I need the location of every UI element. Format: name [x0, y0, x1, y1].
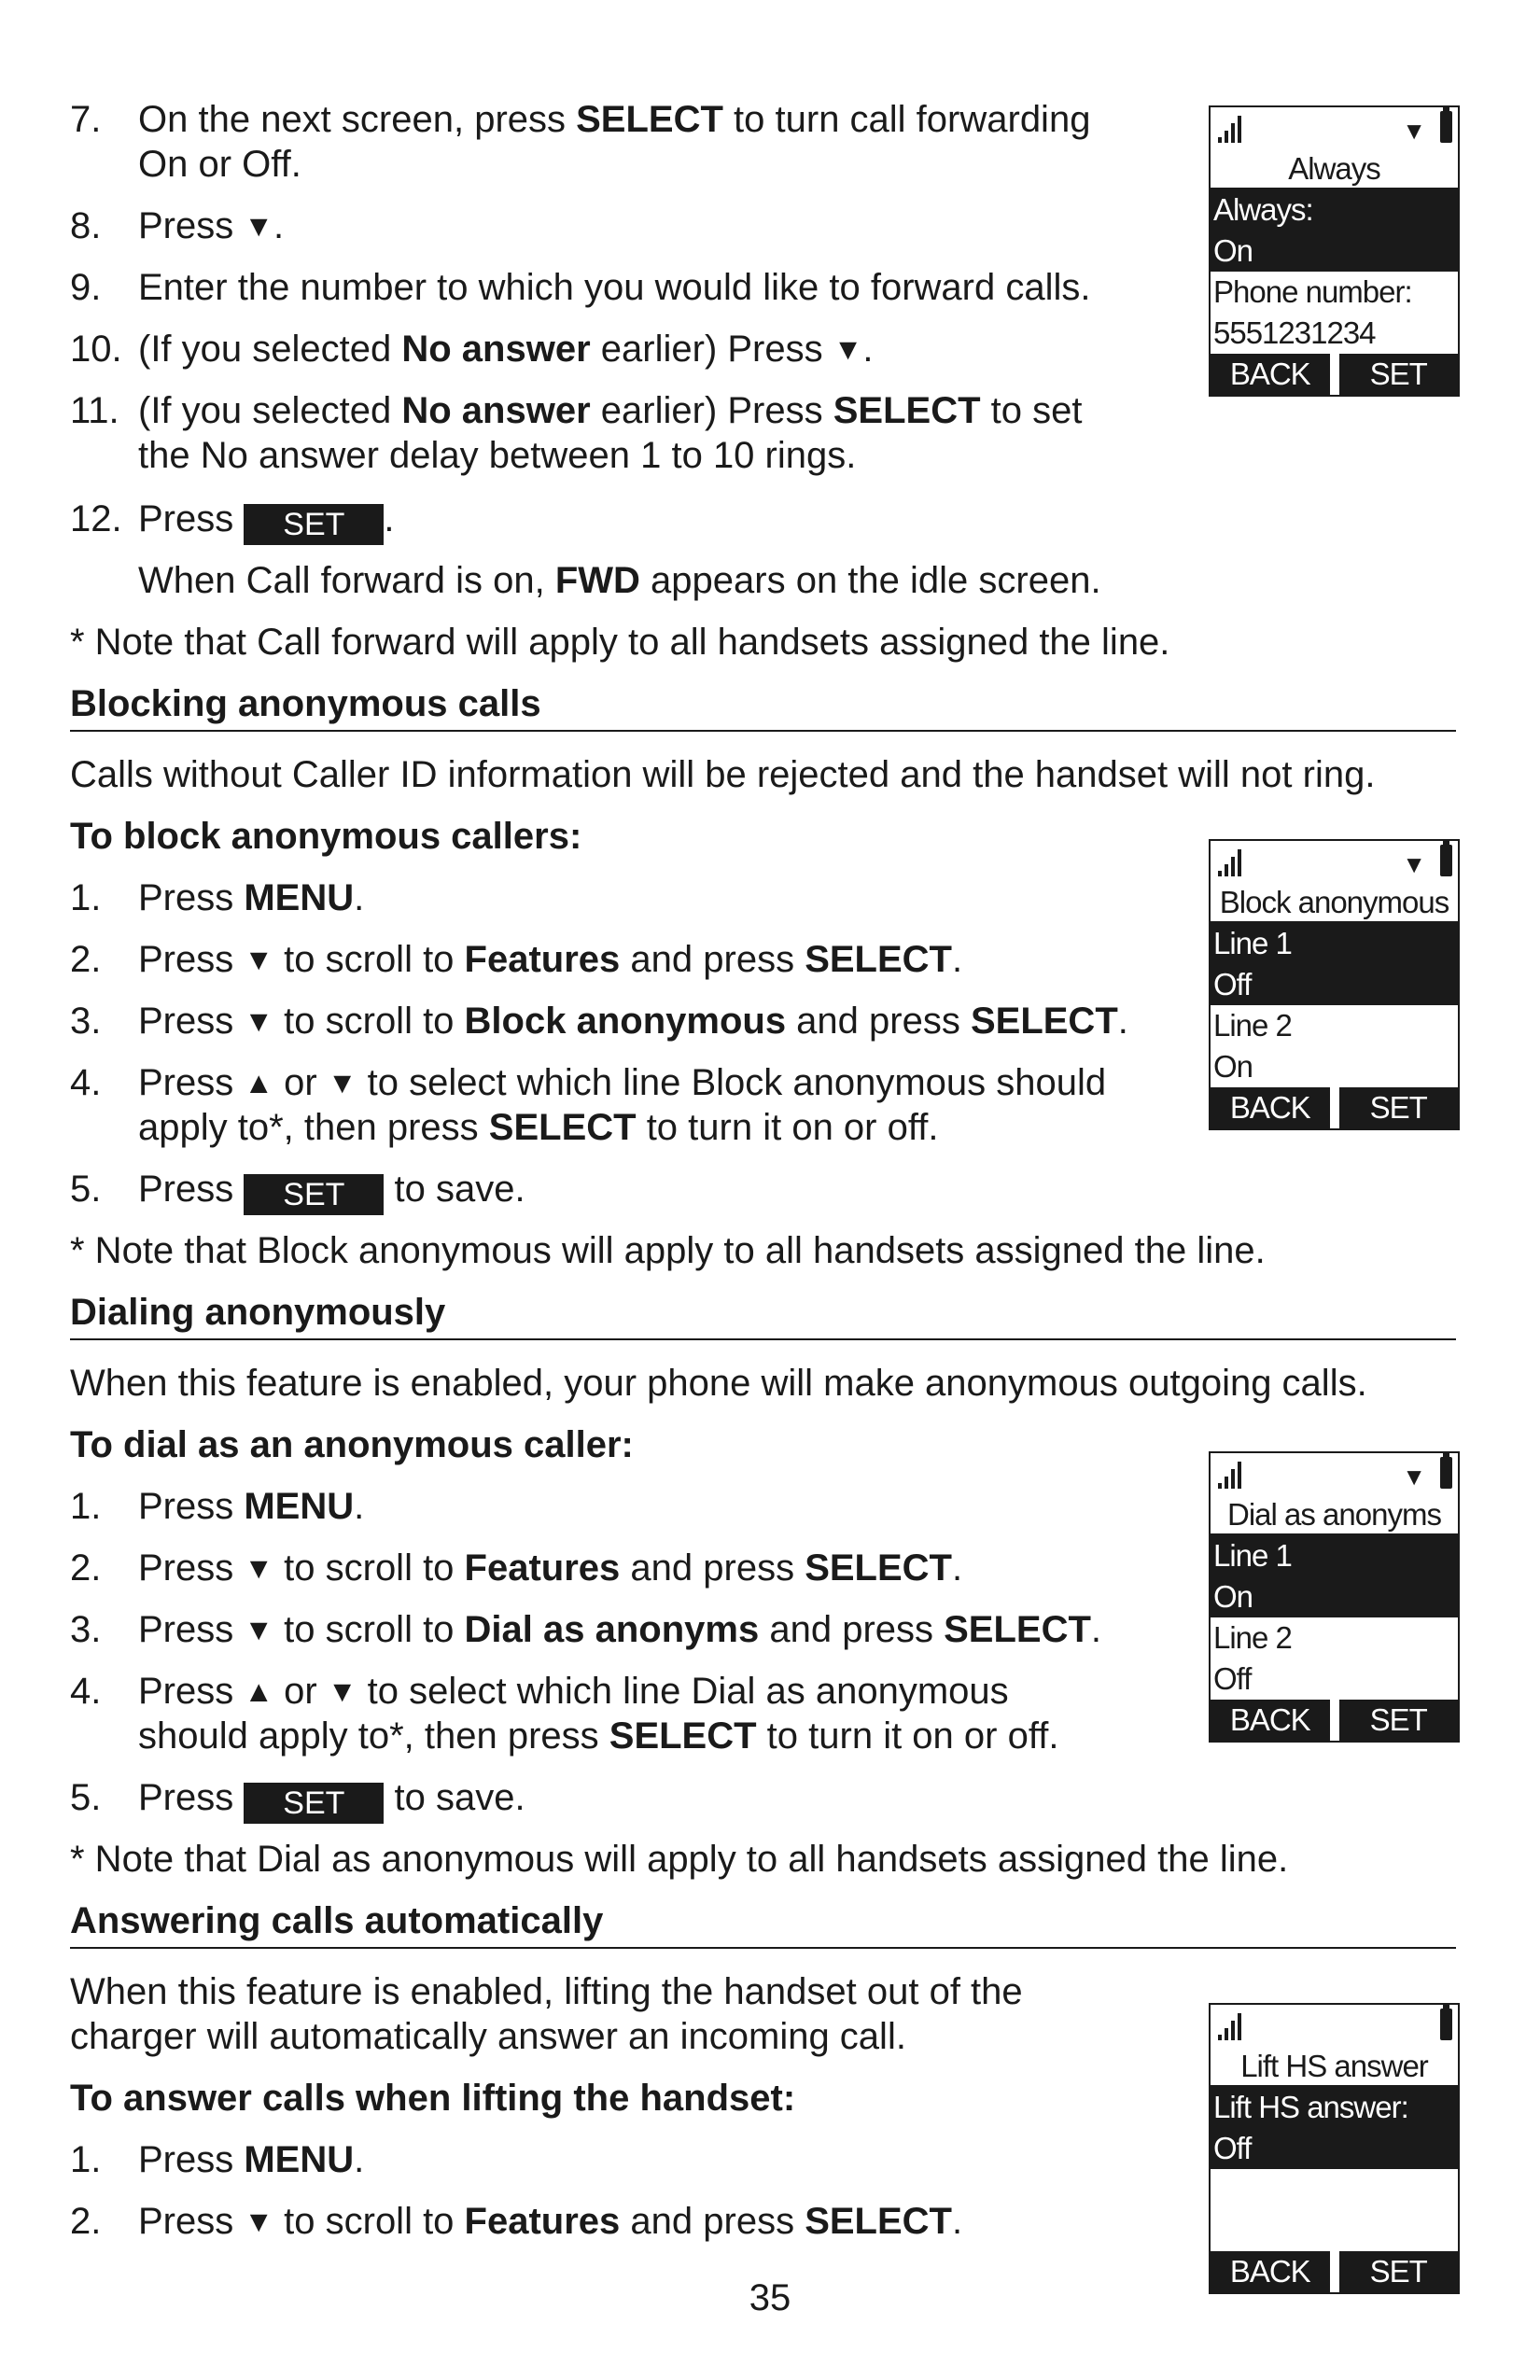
step-7-text-cont: On or Off.	[138, 144, 301, 185]
block-subheading: To block anonymous callers:	[70, 816, 582, 857]
screen-row: On	[1213, 1049, 1253, 1084]
down-triangle-icon: ▼	[327, 1066, 357, 1099]
step-number: 2.	[70, 1547, 102, 1589]
status-bar	[1211, 2005, 1458, 2048]
step-11-text: (If you selected No answer earlier) Press SELECT to set	[138, 390, 1083, 431]
screen-row: Phone number:	[1213, 274, 1412, 309]
dial-step-5: Press SET to save.	[138, 1775, 525, 1824]
screen-row: Line 2	[1213, 1620, 1292, 1655]
screen-row: Off	[1211, 2128, 1458, 2169]
down-triangle-icon: ▼	[244, 943, 274, 976]
step-number: 10.	[70, 329, 122, 370]
down-triangle-icon: ▼	[244, 1551, 274, 1585]
step-number: 2.	[70, 939, 102, 980]
back-softkey: BACK	[1211, 1700, 1330, 1741]
down-triangle-icon: ▼	[1402, 1463, 1426, 1491]
dial-step-3: Press ▼ to scroll to Dial as anonyms and press SELECT.	[138, 1609, 1102, 1650]
block-note: * Note that Block anonymous will apply to all handsets assigned the line.	[70, 1230, 1266, 1271]
set-softkey: SET	[1330, 354, 1459, 395]
signal-icon	[1218, 2010, 1242, 2042]
answer-step-1: Press MENU.	[138, 2139, 365, 2180]
status-bar	[1211, 1453, 1458, 1496]
signal-icon	[1218, 1459, 1242, 1491]
status-bar	[1211, 107, 1458, 150]
set-softkey: SET	[1330, 2251, 1459, 2292]
dial-intro: When this feature is enabled, your phone will make anonymous outgoing calls.	[70, 1363, 1367, 1404]
set-softkey: SET	[1330, 1087, 1459, 1128]
step-7-text: On the next screen, press SELECT to turn call forwarding	[138, 99, 1091, 140]
screen-row: On	[1211, 1576, 1458, 1617]
down-triangle-icon: ▼	[244, 1613, 274, 1646]
dial-subheading: To dial as an anonymous caller:	[70, 1424, 634, 1465]
signal-icon	[1218, 113, 1242, 145]
block-step-2: Press ▼ to scroll to Features and press SELECT.	[138, 939, 963, 980]
screen-row: Off	[1213, 1661, 1252, 1696]
step-11-text-cont: the No answer delay between 1 to 10 rings.	[138, 435, 857, 476]
signal-icon	[1218, 847, 1242, 878]
battery-icon	[1440, 1457, 1452, 1489]
screen-row: Off	[1211, 964, 1458, 1005]
down-triangle-icon: ▼	[327, 1674, 357, 1708]
dial-step-2: Press ▼ to scroll to Features and press SELECT.	[138, 1547, 963, 1589]
block-intro: Calls without Caller ID information will be rejected and the handset will not ring.	[70, 754, 1376, 795]
screen-title: Always	[1211, 150, 1458, 189]
block-step-4: Press ▲ or ▼ to select which line Block anonymous should	[138, 1062, 1107, 1103]
set-key: SET	[244, 504, 384, 545]
down-triangle-icon: ▼	[833, 332, 863, 366]
battery-icon	[1440, 111, 1452, 143]
fwd-note: When Call forward is on, FWD appears on the idle screen.	[138, 560, 1101, 601]
screen-row: On	[1211, 231, 1458, 272]
step-number: 1.	[70, 2139, 102, 2180]
screen-row: Line 2	[1213, 1008, 1292, 1043]
step-number: 2.	[70, 2201, 102, 2242]
answer-intro: When this feature is enabled, lifting the handset out of the	[70, 1971, 1023, 2012]
dial-step-4: Press ▲ or ▼ to select which line Dial as anonymous	[138, 1671, 1009, 1712]
step-number: 8.	[70, 205, 102, 246]
set-key: SET	[244, 1174, 384, 1215]
dial-step-4-cont: should apply to*, then press SELECT to turn it on or off.	[138, 1715, 1059, 1757]
step-number: 5.	[70, 1777, 102, 1818]
step-9-text: Enter the number to which you would like to forward calls.	[138, 267, 1091, 308]
block-step-5: Press SET to save.	[138, 1167, 525, 1215]
screen-row: Always:	[1211, 189, 1458, 231]
step-8-text: Press ▼.	[138, 205, 285, 246]
step-number: 4.	[70, 1671, 102, 1712]
dial-note: * Note that Dial as anonymous will apply to all handsets assigned the line.	[70, 1839, 1289, 1880]
down-triangle-icon: ▼	[244, 209, 274, 243]
step-number: 7.	[70, 99, 102, 140]
step-10-text: (If you selected No answer earlier) Press ▼.	[138, 329, 874, 370]
screen-title: Lift HS answer	[1211, 2048, 1458, 2087]
page-number: 35	[749, 2277, 791, 2318]
status-bar	[1211, 841, 1458, 884]
screen-row: Line 1	[1211, 1535, 1458, 1576]
handset-screen-dial	[1209, 1451, 1460, 1743]
battery-icon	[1440, 2009, 1452, 2040]
handset-screen-always	[1209, 105, 1460, 397]
section-heading-dial: Dialing anonymously	[70, 1292, 446, 1333]
step-number: 1.	[70, 1486, 102, 1527]
screen-title: Block anonymous	[1211, 884, 1458, 923]
step-number: 5.	[70, 1169, 102, 1210]
down-triangle-icon: ▼	[244, 2205, 274, 2238]
block-step-3: Press ▼ to scroll to Block anonymous and press SELECT.	[138, 1001, 1128, 1042]
screen-row	[1211, 2169, 1458, 2210]
up-triangle-icon: ▲	[244, 1066, 274, 1099]
block-step-4-cont: apply to*, then press SELECT to turn it on or off.	[138, 1107, 939, 1148]
back-softkey: BACK	[1211, 354, 1330, 395]
screen-title: Dial as anonyms	[1211, 1496, 1458, 1535]
section-heading-answer: Answering calls automatically	[70, 1900, 604, 1941]
divider	[70, 1338, 1456, 1340]
handset-screen-block	[1209, 839, 1460, 1130]
screen-row: 5551231234	[1213, 315, 1376, 350]
dial-step-1: Press MENU.	[138, 1486, 365, 1527]
up-triangle-icon: ▲	[244, 1674, 274, 1708]
divider	[70, 730, 1456, 732]
screen-row	[1211, 2210, 1458, 2251]
set-key: SET	[244, 1783, 384, 1824]
step-number: 4.	[70, 1062, 102, 1103]
step-number: 9.	[70, 267, 102, 308]
answer-step-2: Press ▼ to scroll to Features and press SELECT.	[138, 2201, 963, 2242]
set-softkey: SET	[1330, 1700, 1459, 1741]
step-number: 12.	[70, 498, 122, 539]
step-number: 1.	[70, 877, 102, 918]
down-triangle-icon: ▼	[1402, 117, 1426, 145]
handset-screen-lift	[1209, 2003, 1460, 2294]
divider	[70, 1947, 1456, 1949]
answer-subheading: To answer calls when lifting the handset:	[70, 2078, 796, 2119]
screen-row: Lift HS answer:	[1211, 2087, 1458, 2128]
step-number: 11.	[70, 390, 119, 431]
screen-row: Line 1	[1211, 923, 1458, 964]
battery-icon	[1440, 845, 1452, 876]
call-forward-note: * Note that Call forward will apply to all handsets assigned the line.	[70, 622, 1170, 663]
back-softkey: BACK	[1211, 1087, 1330, 1128]
section-heading-block: Blocking anonymous calls	[70, 683, 541, 724]
step-number: 3.	[70, 1609, 102, 1650]
answer-intro-cont: charger will automatically answer an incoming call.	[70, 2016, 906, 2057]
down-triangle-icon: ▼	[1402, 850, 1426, 878]
back-softkey: BACK	[1211, 2251, 1330, 2292]
step-12-text: Press SET .	[138, 497, 394, 545]
step-number: 3.	[70, 1001, 102, 1042]
block-step-1: Press MENU.	[138, 877, 365, 918]
down-triangle-icon: ▼	[244, 1004, 274, 1038]
